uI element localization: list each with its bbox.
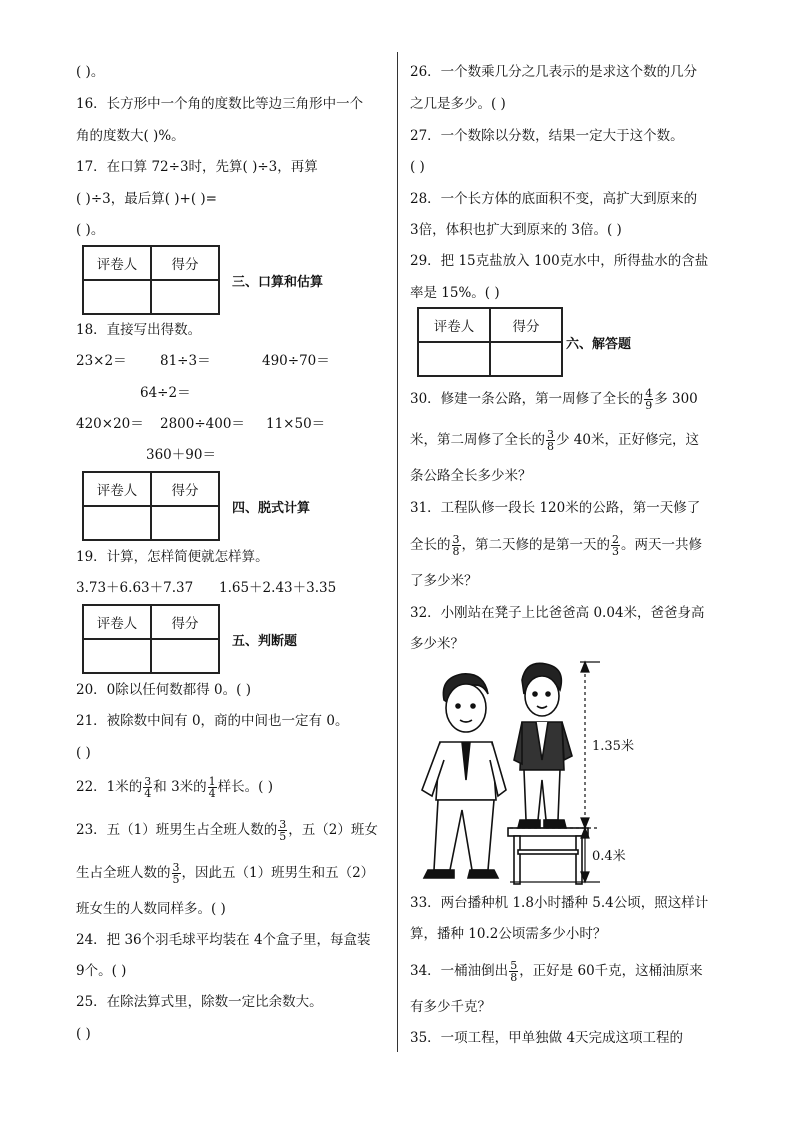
grader-table xyxy=(82,604,220,674)
boy-figure-icon xyxy=(514,663,572,828)
question-26: 26．一个数乘几分之几表示的是求这个数的几分 xyxy=(410,64,698,80)
grader-score-label: 得分 xyxy=(151,472,219,506)
q30-text: 30．修建一条公路，第一周修了全长的 xyxy=(410,391,644,407)
question-20: 20．0除以任何数都得 0。( ) xyxy=(76,682,251,698)
height-comparison-figure xyxy=(410,660,730,885)
height-label-boy: 1.35米 xyxy=(592,739,634,754)
fraction: $\frac{3}{4}$ xyxy=(144,775,152,800)
expr-2: 1.65＋2.43＋3.35 xyxy=(219,580,337,596)
q34-text: 34．一桶油倒出 xyxy=(410,963,509,979)
question-33: 33．两台播种机 1.8小时播种 5.4公顷，照这样计 xyxy=(410,895,709,911)
section-6-heading: 六、解答题 xyxy=(566,337,632,352)
q30-text: 多 300 xyxy=(654,391,698,407)
grader-score-cell xyxy=(151,639,219,673)
question-31-cont xyxy=(410,534,702,557)
q23-text: 生占全班人数的 xyxy=(76,865,171,881)
question-26-cont: 之几是多少。( ) xyxy=(410,96,506,112)
question-34-cont: 有多少千克？ xyxy=(410,999,491,1015)
section-3-heading: 三、口算和估算 xyxy=(232,275,324,290)
stool-icon xyxy=(508,828,588,884)
calc-64div2: 64÷2＝ xyxy=(140,385,191,401)
question-33-cont: 算，播种 10.2公顷需多少小时？ xyxy=(410,926,607,942)
fraction: $\frac{4}{9}$ xyxy=(645,387,653,412)
grader-score-cell xyxy=(151,280,219,314)
question-31-end: 了多少米？ xyxy=(410,573,478,589)
grader-reviewer-label: 评卷人 xyxy=(83,605,151,639)
grader-reviewer-cell xyxy=(83,506,151,540)
q23-text: ，因此五（1）班男生和五（2） xyxy=(181,865,375,881)
question-27-blank: ( ) xyxy=(410,159,425,175)
question-28: 28．一个长方体的底面积不变，高扩大到原来的 xyxy=(410,191,698,207)
question-17: 17．在口算 72÷3时，先算( )÷3，再算 xyxy=(76,159,318,175)
column-divider xyxy=(397,52,398,1052)
grader-score-label: 得分 xyxy=(151,605,219,639)
fraction: $\frac{1}{4}$ xyxy=(208,775,216,800)
calc-2800div400: 2800÷400＝ xyxy=(160,416,245,432)
calc-23x2: 23×2＝ xyxy=(76,353,127,369)
question-24: 24．把 36个羽毛球平均装在 4个盒子里，每盒装 xyxy=(76,932,371,948)
grader-table xyxy=(82,471,220,541)
question-30 xyxy=(410,388,698,411)
q30-text: 少 40米，正好修完，这 xyxy=(556,432,699,448)
q30-text: 米，第二周修了全长的 xyxy=(410,432,545,448)
question-23 xyxy=(76,819,378,842)
question-35: 35．一项工程，甲单独做 4天完成这项工程的 xyxy=(410,1030,684,1046)
question-17-cont: ( )÷3，最后算( )+( )= xyxy=(76,191,217,207)
question-32: 32．小刚站在凳子上比爸爸高 0.04米，爸爸身高 xyxy=(410,605,705,621)
question-25: 25．在除法算式里，除数一定比余数大。 xyxy=(76,994,323,1010)
question-16: 16．长方形中一个角的度数比等边三角形中一个 xyxy=(76,96,364,112)
grader-table xyxy=(417,307,563,377)
question-30-end: 条公路全长多少米？ xyxy=(410,468,532,484)
grader-score-cell xyxy=(151,506,219,540)
answer-blank-line: ( )。 xyxy=(76,64,105,80)
grader-score-label: 得分 xyxy=(151,246,219,280)
question-29-cont: 率是 15%。( ) xyxy=(410,285,500,301)
question-32-cont: 多少米？ xyxy=(410,636,464,652)
expr-1: 3.73＋6.63＋7.37 xyxy=(76,580,194,596)
q22-text: 样长。( ) xyxy=(217,779,273,795)
question-30-cont xyxy=(410,429,699,452)
calc-11x50: 11×50＝ xyxy=(266,416,326,432)
question-31: 31．工程队修一段长 120米的公路，第一天修了 xyxy=(410,500,701,516)
grader-reviewer-label: 评卷人 xyxy=(83,472,151,506)
grader-table xyxy=(82,245,220,315)
question-19: 19．计算，怎样简便就怎样算。 xyxy=(76,549,269,565)
question-29: 29．把 15克盐放入 100克水中，所得盐水的含盐 xyxy=(410,253,709,269)
q22-text: 和 3米的 xyxy=(153,779,207,795)
section-5-heading: 五、判断题 xyxy=(232,634,298,649)
fraction: $\frac{3}{8}$ xyxy=(547,428,554,453)
fraction: $\frac{3}{8}$ xyxy=(452,533,460,558)
dad-figure-icon xyxy=(422,674,506,878)
question-18: 18．直接写出得数。 xyxy=(76,322,202,338)
fraction: $\frac{3}{5}$ xyxy=(172,861,180,886)
question-17-end: ( )。 xyxy=(76,222,105,238)
grader-score-label: 得分 xyxy=(490,308,562,342)
grader-reviewer-cell xyxy=(418,342,490,376)
question-24-cont: 9个。( ) xyxy=(76,963,127,979)
question-34 xyxy=(410,960,703,983)
calc-81div3: 81÷3＝ xyxy=(160,353,211,369)
question-23-cont xyxy=(76,862,374,885)
grader-reviewer-cell xyxy=(83,280,151,314)
q31-text: 全长的 xyxy=(410,537,451,553)
question-23-end: 班女生的人数同样多。( ) xyxy=(76,901,226,917)
fraction: $\frac{5}{8}$ xyxy=(510,959,518,984)
q23-text: ，五（2）班女 xyxy=(288,822,378,838)
question-16-cont: 角的度数大( )%。 xyxy=(76,128,185,144)
section-4-heading: 四、脱式计算 xyxy=(232,501,311,516)
q22-text: 22．1米的 xyxy=(76,779,143,795)
grader-reviewer-label: 评卷人 xyxy=(83,246,151,280)
calc-360plus90: 360＋90＝ xyxy=(146,447,216,463)
question-22 xyxy=(76,776,273,799)
q23-text: 23．五（1）班男生占全班人数的 xyxy=(76,822,278,838)
question-27: 27．一个数除以分数，结果一定大于这个数。 xyxy=(410,128,684,144)
q31-text: ，第二天修的是第一天的 xyxy=(461,537,610,553)
question-21-blank: ( ) xyxy=(76,745,91,761)
fraction: $\frac{3}{5}$ xyxy=(279,818,287,843)
grader-reviewer-cell xyxy=(83,639,151,673)
q31-text: 。两天一共修 xyxy=(621,537,702,553)
grader-reviewer-label: 评卷人 xyxy=(418,308,490,342)
fraction: $\frac{2}{3}$ xyxy=(612,533,619,558)
q34-text: ，正好是 60千克，这桶油原来 xyxy=(519,963,703,979)
calc-490div70: 490÷70＝ xyxy=(262,353,330,369)
question-28-cont: 3倍，体积也扩大到原来的 3倍。( ) xyxy=(410,222,622,238)
question-25-blank: ( ) xyxy=(76,1026,91,1042)
height-label-stool: 0.4米 xyxy=(592,849,626,864)
grader-score-cell xyxy=(490,342,562,376)
calc-420x20: 420×20＝ xyxy=(76,416,144,432)
question-21: 21．被除数中间有 0，商的中间也一定有 0。 xyxy=(76,713,349,729)
